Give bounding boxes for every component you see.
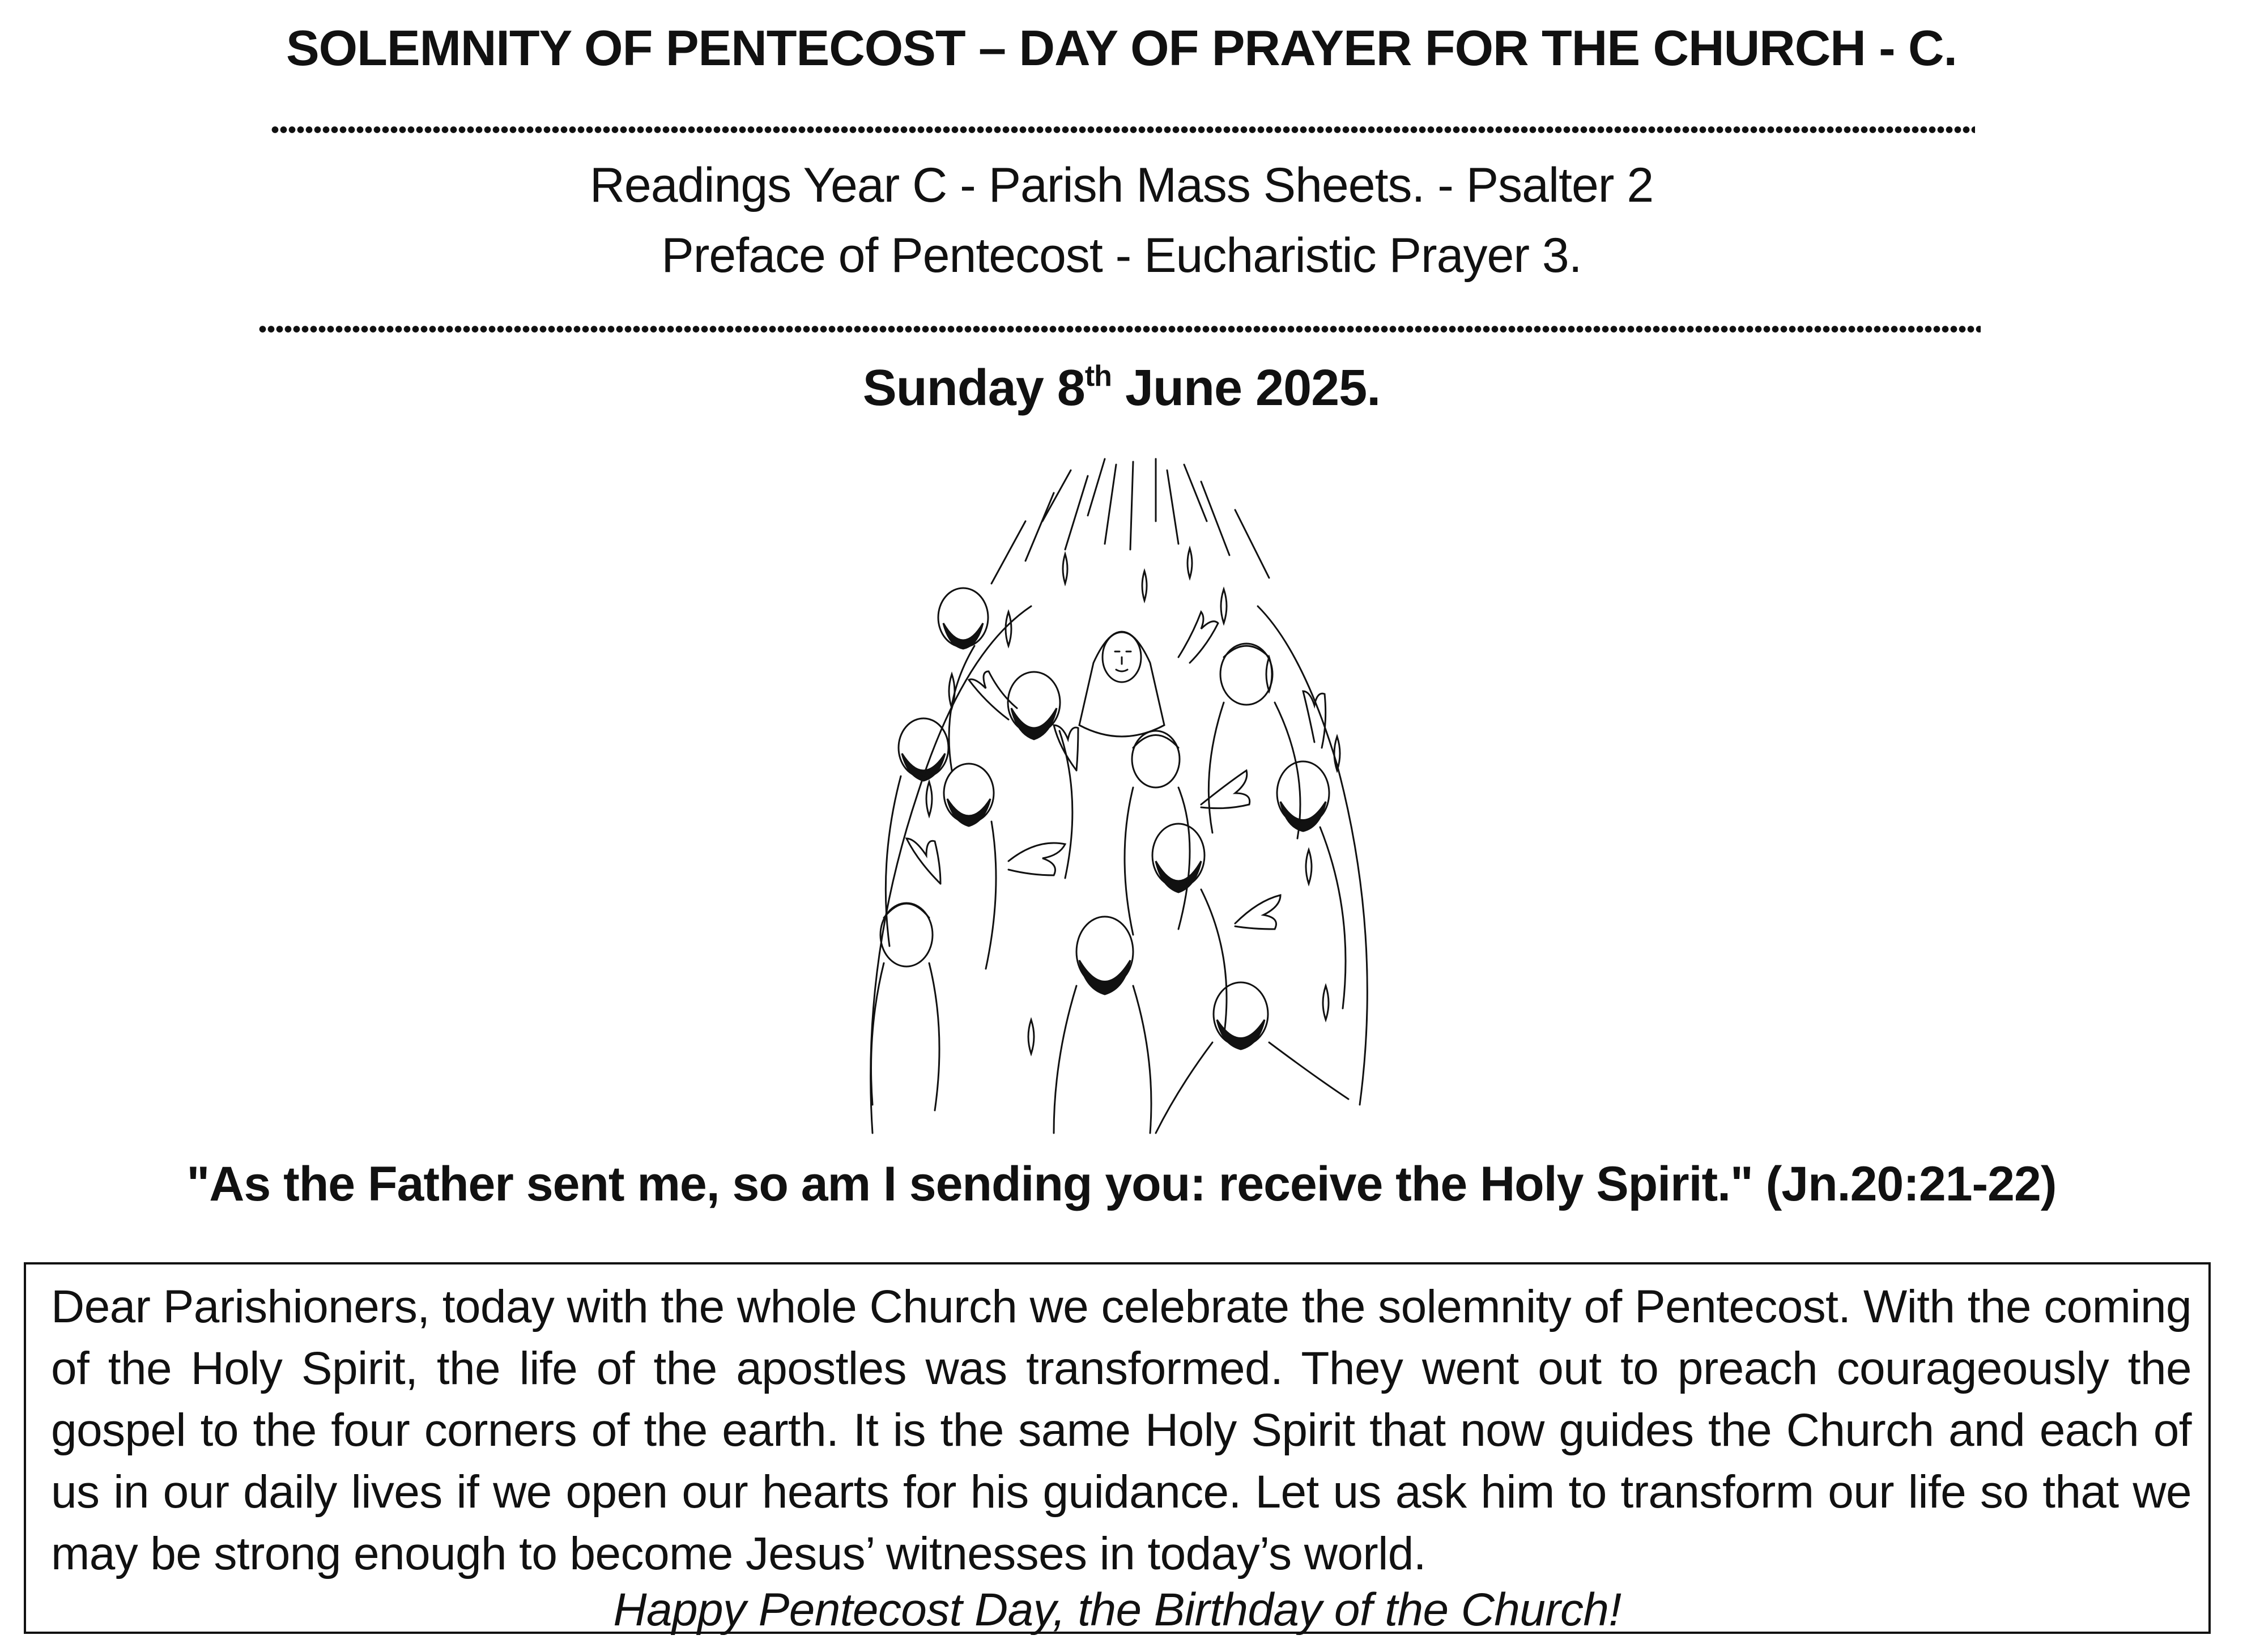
page-title: SOLEMNITY OF PENTECOST – DAY OF PRAYER FOR THE CHURCH - C. — [286, 20, 1957, 76]
preface-line: Preface of Pentecost - Eucharistic Prayer 3. — [661, 228, 1582, 283]
pastoral-message-box — [24, 1262, 2211, 1634]
date-month-year: June 2025. — [1111, 360, 1381, 416]
readings-line: Readings Year C - Parish Mass Sheets. - Psalter 2 — [589, 158, 1654, 212]
date-ordinal: th — [1084, 360, 1112, 393]
dotted-divider-top — [271, 124, 1975, 136]
pastoral-message-text: Dear Parishioners, today with the whole Church we celebrate the solemnity of Pentecost. With the coming of the Holy Spirit, the life of the apostles was transformed. They went out to preach courageously the gospel to the four corners of the earth. It is the same Holy Spirit that now guides the Church and each of us in our daily lives if we open our hearts for his guidance. Let us ask him to transform our life so that we may be strong enough to become Jesus’ witnesses in today’s world. — [51, 1281, 2191, 1579]
celebration-date — [0, 351, 2243, 425]
date-day: Sunday 8 — [862, 360, 1085, 416]
dotted-divider-bottom — [258, 323, 1981, 335]
pentecost-illustration — [839, 453, 1394, 1144]
pastoral-message-closing: Happy Pentecost Day, the Birthday of the Church! — [613, 1584, 1621, 1636]
scripture-quote: "As the Father sent me, so am I sending you: receive the Holy Spirit." (Jn.20:21-22) — [186, 1157, 2057, 1211]
